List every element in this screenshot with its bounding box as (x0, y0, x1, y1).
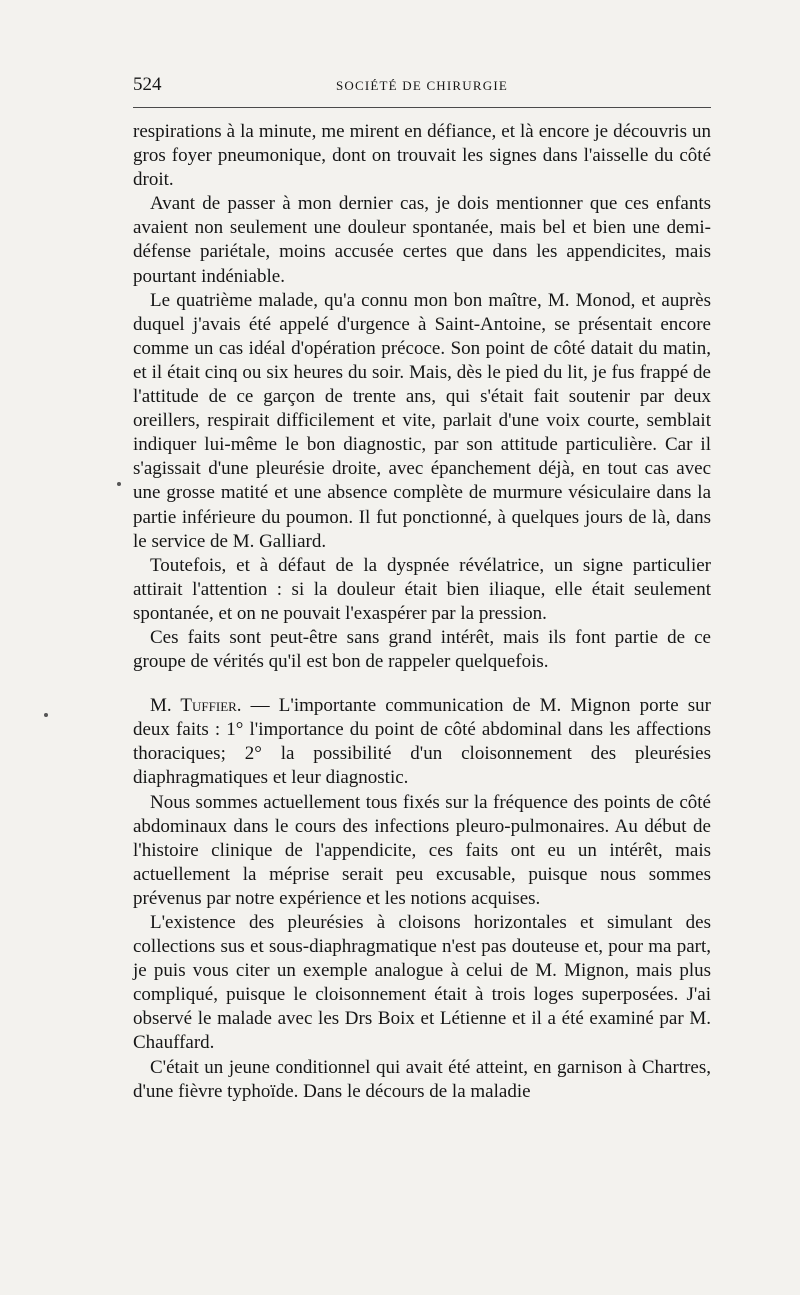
speaker-name: M. Tuffier. (150, 695, 242, 717)
page-header (133, 74, 711, 98)
paragraph-particular-sign: Toutefois, et à défaut de la dyspnée révélatrice, un signe particulier attirait l'attention : si la douleur était bien iliaque, elle était seulement spontanée, et on ne pouvait l'exaspérer par la pression. (133, 554, 711, 624)
tuffier-paragraph-cloisons: L'existence des pleurésies à cloisons horizontales et simulant des collections sus et sous-diaphragmatique n'est pas douteuse et, pour ma part, je puis vous citer un exemple analogue à celui de M. Mignon, mais plus compliqué, puisque le cloisonnement était à trois loges superposées. J'ai observé le malade avec les Drs Boix et Létienne et il a été examiné par M. Chauffard. (133, 912, 711, 1054)
paragraph-continuation: respirations à la minute, me mirent en défiance, et là encore je découvris un gros foyer pneumonique, dont on trouvait les signes dans l'aisselle du côté droit. (133, 121, 711, 191)
section-gap (133, 674, 711, 694)
page-number: 524 (133, 74, 162, 95)
running-title: SOCIÉTÉ DE CHIRURGIE (335, 78, 509, 93)
body-text (133, 120, 711, 1104)
header-rule (133, 107, 711, 108)
margin-mark (117, 482, 121, 486)
tuffier-opening-text: L'importante communication de M. Mignon porte sur deux faits : 1° l'importance du point de côté abdominal dans les affections thoraciques; 2° la possibilité d'un cloisonnement des pleurésies diaphragmatiques et leur diagnostic. (133, 695, 712, 789)
margin-mark (44, 713, 48, 717)
paragraph-before-last-case: Avant de passer à mon dernier cas, je dois mentionner que ces enfants avaient non seulement une douleur spontanée, mais bel et bien une demi-défense pariétale, moins accusée certes que dans les appendicites, mais pourtant indéniable. (133, 193, 711, 287)
paragraph-conclusion: Ces faits sont peut-être sans grand intérêt, mais ils font partie de ce groupe de vérités qu'il est bon de rappeler quelquefois. (133, 626, 711, 673)
speaker-dash: — (241, 695, 279, 717)
paragraph-fourth-patient: Le quatrième malade, qu'a connu mon bon maître, M. Monod, et auprès duquel j'avais été appelé d'urgence à Saint-Antoine, se présentait encore comme un cas idéal d'opération précoce. Son point de côté datait du matin, et il était cinq ou six heures du soir. Mais, dès le pied du lit, je fus frappé de l'attitude de ce garçon de trente ans, qui s'était fait soutenir par deux oreillers, respirait difficilement et vite, parlait d'une voix courte, semblait indiquer lui-même le bon diagnostic, par son attitude particulière. Car il s'agissait d'une pleurésie droite, avec épanchement déjà, en tout cas avec une grosse matité et une absence complète de murmure vésiculaire dans la partie inférieure du poumon. Il fut ponctionné, à quelques jours de là, dans le service de M. Galliard. (133, 289, 711, 552)
tuffier-paragraph-points-de-cote: Nous sommes actuellement tous fixés sur la fréquence des points de côté abdominaux dans le cours des infections pleuro-pulmonaires. Au début de l'histoire clinique de l'appendicite, ces faits ont eu un intérêt, mais actuellement la méprise serait peu excusable, puisque nous sommes prévenus par notre expérience et les notions acquises. (133, 791, 711, 909)
tuffier-paragraph-conditionnel: C'était un jeune conditionnel qui avait été atteint, en garnison à Chartres, d'une fièvre typhoïde. Dans le décours de la maladie (133, 1056, 711, 1102)
tuffier-opening-paragraph (133, 694, 711, 790)
